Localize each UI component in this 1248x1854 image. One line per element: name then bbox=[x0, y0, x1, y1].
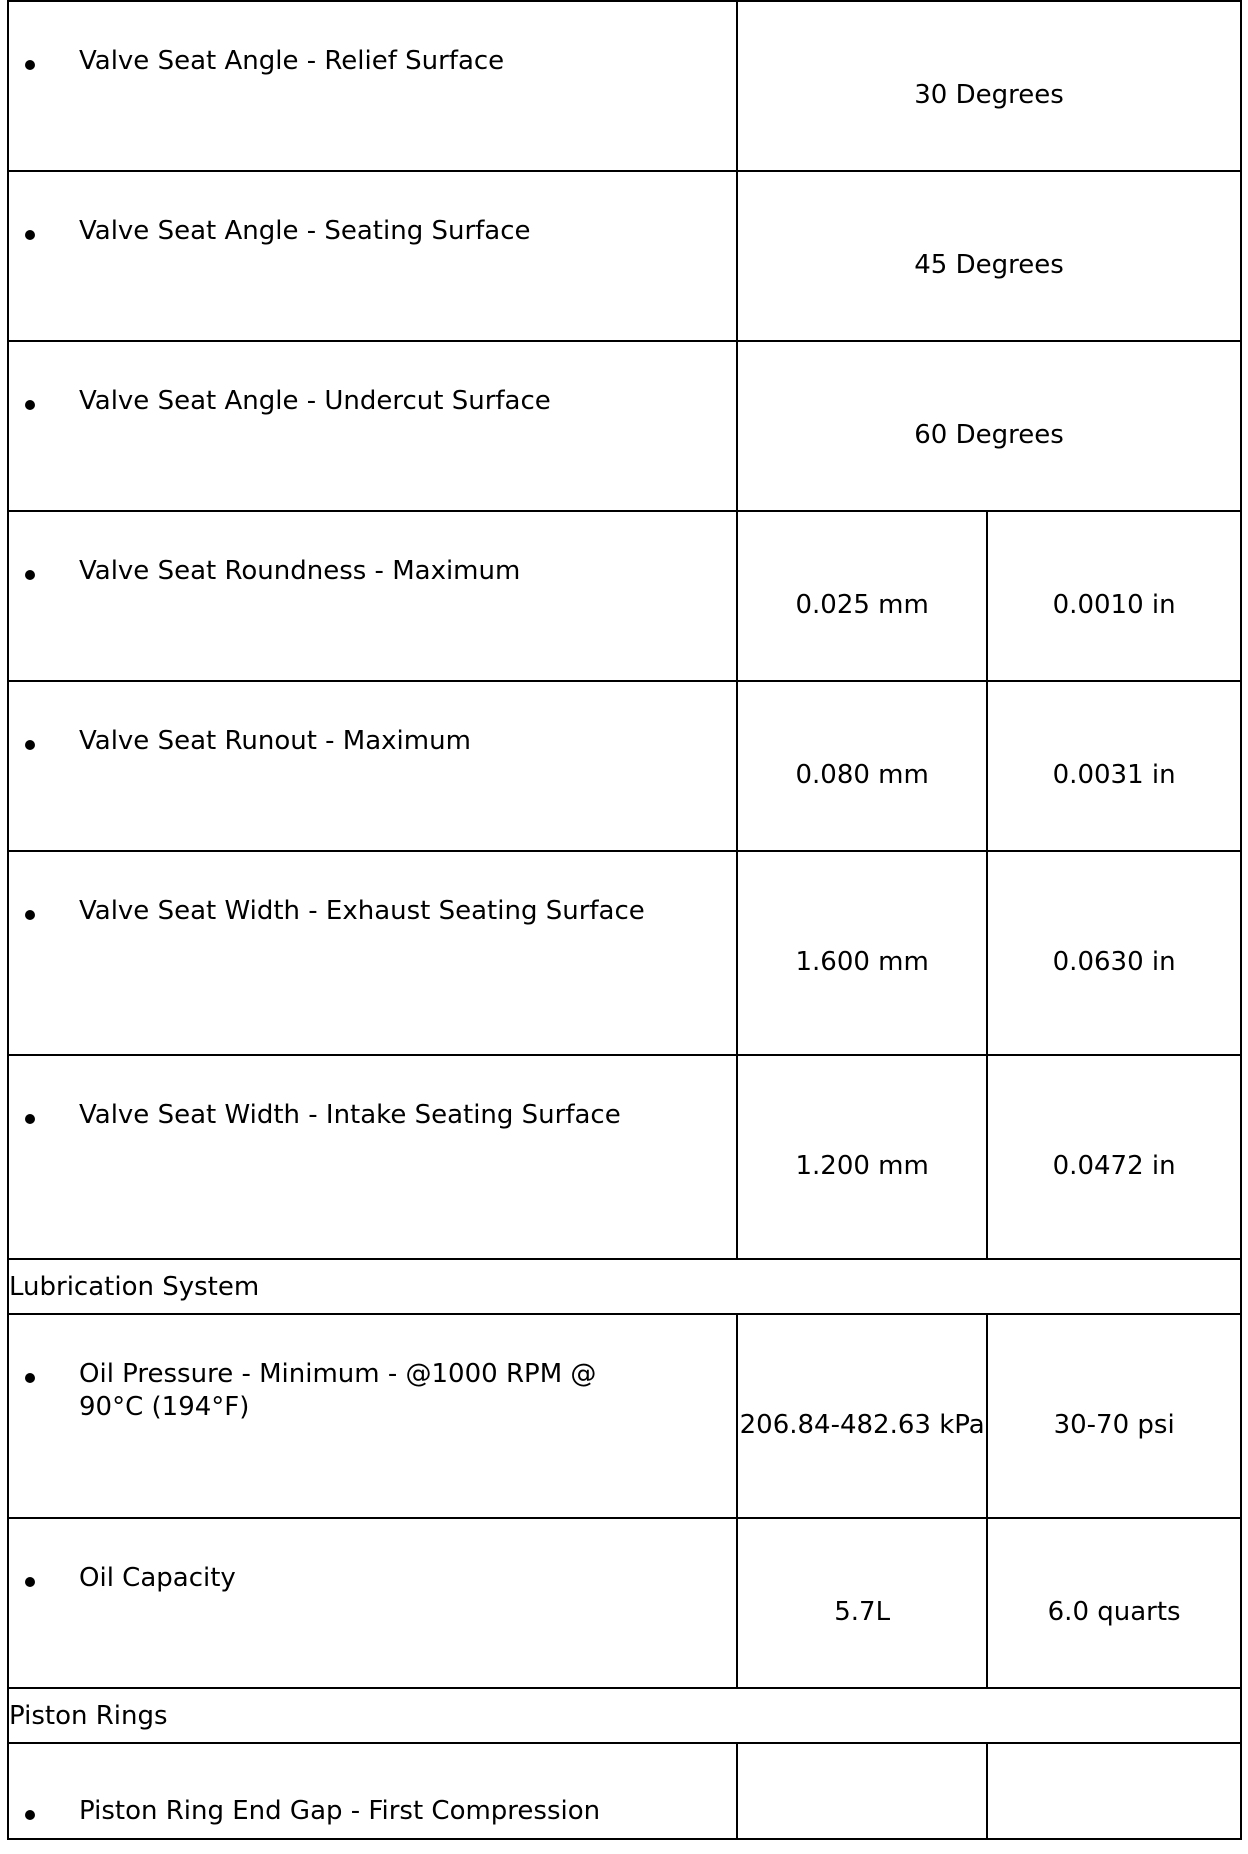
bullet-icon bbox=[25, 1577, 35, 1587]
bullet-icon bbox=[25, 1114, 35, 1124]
english-value-cell bbox=[987, 1314, 1241, 1518]
english-value-cell bbox=[987, 1743, 1241, 1839]
english-value: 6.0 quarts bbox=[1047, 1596, 1181, 1627]
bullet-icon bbox=[25, 570, 35, 580]
spec-value: 60 Degrees bbox=[914, 419, 1064, 450]
metric-value-cell bbox=[737, 1518, 987, 1688]
metric-value: 1.200 mm bbox=[795, 1150, 929, 1181]
spec-value: 30 Degrees bbox=[914, 79, 1064, 110]
english-value-cell bbox=[987, 681, 1241, 851]
metric-value-cell bbox=[737, 1314, 987, 1518]
spec-value: 45 Degrees bbox=[914, 249, 1064, 280]
spec-value-cell bbox=[737, 171, 1241, 341]
metric-value-cell bbox=[737, 1743, 987, 1839]
spec-name: Valve Seat Runout - Maximum bbox=[79, 726, 471, 756]
bullet-icon bbox=[25, 1373, 35, 1383]
spec-name: Oil Pressure - Minimum - @1000 RPM @ 90°C (194°F) bbox=[79, 1359, 597, 1422]
spec-name: Oil Capacity bbox=[79, 1563, 236, 1593]
metric-value: 1.600 mm bbox=[795, 946, 929, 977]
english-value: 30-70 psi bbox=[1053, 1409, 1175, 1440]
english-value-cell bbox=[987, 511, 1241, 681]
metric-value: 5.7L bbox=[834, 1596, 891, 1627]
table-row bbox=[8, 1743, 1241, 1839]
metric-value-cell bbox=[737, 681, 987, 851]
spec-name-cell bbox=[8, 1518, 737, 1688]
table-row bbox=[8, 1314, 1241, 1518]
english-value-cell bbox=[987, 1518, 1241, 1688]
english-value: 0.0031 in bbox=[1052, 759, 1176, 790]
section-header-row bbox=[8, 1259, 1241, 1314]
metric-value: 0.025 mm bbox=[795, 589, 929, 620]
metric-value: 206.84-482.63 kPa bbox=[739, 1409, 985, 1440]
spec-name-cell bbox=[8, 1314, 737, 1518]
spec-name: Valve Seat Width - Exhaust Seating Surface bbox=[79, 896, 645, 926]
spec-value-cell bbox=[737, 1, 1241, 171]
section-title-piston-rings: Piston Rings bbox=[8, 1688, 1241, 1743]
metric-value: 0.080 mm bbox=[795, 759, 929, 790]
spec-name: Valve Seat Angle - Undercut Surface bbox=[79, 386, 551, 416]
table-row bbox=[8, 851, 1241, 1055]
spec-name-cell bbox=[8, 681, 737, 851]
table-row bbox=[8, 341, 1241, 511]
bullet-icon bbox=[25, 910, 35, 920]
table-row bbox=[8, 511, 1241, 681]
table-row bbox=[8, 1, 1241, 171]
spec-name-cell bbox=[8, 1, 737, 171]
section-header-row bbox=[8, 1688, 1241, 1743]
bullet-icon bbox=[25, 740, 35, 750]
spec-name-cell bbox=[8, 1743, 737, 1839]
metric-value-cell bbox=[737, 851, 987, 1055]
bullet-icon bbox=[25, 1810, 35, 1820]
spec-name: Valve Seat Angle - Seating Surface bbox=[79, 216, 531, 246]
spec-name: Valve Seat Angle - Relief Surface bbox=[79, 46, 505, 76]
spec-name-cell bbox=[8, 171, 737, 341]
metric-value-cell bbox=[737, 511, 987, 681]
table-row bbox=[8, 1518, 1241, 1688]
spec-name: Valve Seat Width - Intake Seating Surface bbox=[79, 1100, 621, 1130]
english-value-cell bbox=[987, 851, 1241, 1055]
spec-value-cell bbox=[737, 341, 1241, 511]
metric-value-cell bbox=[737, 1055, 987, 1259]
english-value-cell bbox=[987, 1055, 1241, 1259]
spec-name-cell bbox=[8, 341, 737, 511]
spec-name: Valve Seat Roundness - Maximum bbox=[79, 556, 521, 586]
bullet-icon bbox=[25, 230, 35, 240]
english-value: 0.0472 in bbox=[1052, 1150, 1176, 1181]
spec-name: Piston Ring End Gap - First Compression bbox=[79, 1796, 601, 1826]
spec-table bbox=[7, 0, 1242, 1840]
spec-name-cell bbox=[8, 851, 737, 1055]
english-value: 0.0010 in bbox=[1052, 589, 1176, 620]
english-value: 0.0630 in bbox=[1052, 946, 1176, 977]
table-row bbox=[8, 171, 1241, 341]
bullet-icon bbox=[25, 60, 35, 70]
bullet-icon bbox=[25, 400, 35, 410]
table-row bbox=[8, 1055, 1241, 1259]
spec-name-cell bbox=[8, 511, 737, 681]
section-title-lubrication: Lubrication System bbox=[8, 1259, 1241, 1314]
table-row bbox=[8, 681, 1241, 851]
spec-name-cell bbox=[8, 1055, 737, 1259]
